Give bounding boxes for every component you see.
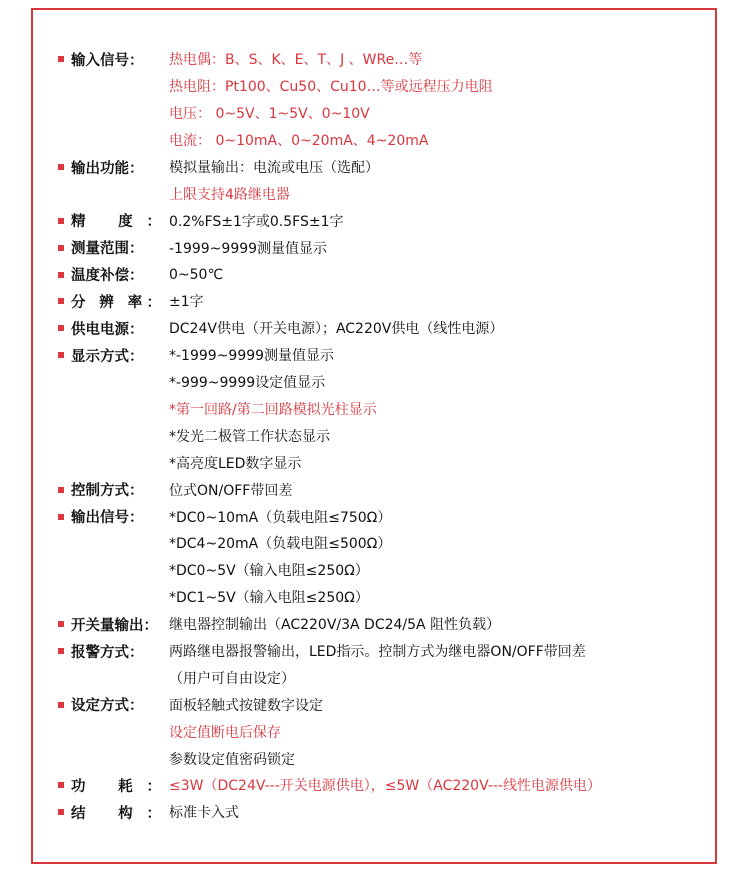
spec-row-continuation [58, 557, 718, 584]
spec-row-continuation [58, 745, 718, 772]
spec-label: 显示方式： [71, 348, 144, 365]
spec-value: 继电器控制输出（AC220V/3A DC24/5A 阻性负载） [169, 617, 501, 634]
spec-value: 0.2%FS±1字或0.5FS±1字 [169, 213, 344, 230]
spec-label: 设定方式： [71, 698, 144, 715]
spec-row [58, 799, 718, 826]
bullet-square-icon [58, 487, 64, 493]
spec-row-continuation [58, 664, 718, 691]
spec-label: 分 辨 率： [71, 294, 161, 311]
spec-label: 报警方式： [71, 644, 144, 661]
spec-row-continuation [58, 127, 718, 154]
spec-value: 热电偶：B、S、K、E、T、J 、WRe…等 [169, 52, 423, 69]
spec-label: 温度补偿： [71, 268, 144, 285]
spec-row-continuation [58, 584, 718, 611]
bullet-square-icon [58, 782, 64, 788]
spec-row [58, 772, 718, 799]
spec-value: 位式ON/OFF带回差 [169, 482, 293, 499]
bullet-square-icon [58, 56, 64, 62]
spec-row-continuation [58, 73, 718, 100]
spec-list [58, 46, 718, 826]
spec-label: 功 耗： [71, 778, 161, 795]
spec-value: DC24V供电（开关电源）；AC220V供电（线性电源） [169, 321, 504, 338]
spec-row [58, 234, 718, 261]
spec-value: （用户可自由设定） [169, 670, 295, 687]
spec-value: *发光二极管工作状态显示 [169, 428, 330, 445]
spec-value: ≤3W（DC24V---开关电源供电），≤5W（AC220V---线性电源供电） [169, 778, 601, 795]
spec-row-continuation [58, 718, 718, 745]
spec-value: *DC1~5V（输入电阻≤250Ω） [169, 590, 369, 607]
spec-value: 标准卡入式 [169, 805, 239, 822]
bullet-square-icon [58, 245, 64, 251]
spec-row-continuation [58, 396, 718, 423]
bullet-square-icon [58, 298, 64, 304]
spec-row [58, 476, 718, 503]
spec-label: 供电电源： [71, 321, 144, 338]
bullet-square-icon [58, 218, 64, 224]
spec-label: 精 度： [71, 214, 161, 231]
bullet-square-icon [58, 809, 64, 815]
spec-label: 测量范围： [71, 241, 144, 258]
spec-value: *DC0~5V（输入电阻≤250Ω） [169, 563, 369, 580]
spec-row-continuation [58, 530, 718, 557]
spec-label: 控制方式： [71, 483, 144, 500]
spec-row-continuation [58, 369, 718, 396]
bullet-square-icon [58, 352, 64, 358]
spec-value: 模拟量输出：电流或电压（选配） [169, 160, 379, 176]
spec-label: 开关量输出： [71, 617, 158, 634]
spec-value: 电压： 0~5V、1~5V、0~10V [169, 106, 370, 123]
spec-row-continuation [58, 449, 718, 476]
bullet-square-icon [58, 702, 64, 708]
spec-row [58, 638, 718, 665]
spec-value: 上限支持4路继电器 [169, 186, 290, 203]
spec-row [58, 154, 718, 181]
spec-value: *-999~9999设定值显示 [169, 375, 326, 392]
spec-row [58, 611, 718, 638]
spec-label: 输出信号： [71, 510, 144, 527]
spec-value: *DC4~20mA（负载电阻≤500Ω） [169, 536, 392, 553]
spec-value: -1999~9999测量值显示 [169, 240, 328, 257]
spec-row [58, 46, 718, 73]
spec-value: 面板轻触式按键数字设定 [169, 697, 323, 714]
spec-row [58, 207, 718, 234]
spec-row [58, 261, 718, 288]
spec-row [58, 288, 718, 315]
spec-value: *-1999~9999测量值显示 [169, 348, 335, 365]
spec-label: 输出功能： [71, 160, 144, 177]
spec-row [58, 315, 718, 342]
spec-value: *高亮度LED数字显示 [169, 455, 302, 472]
spec-value: 热电阻：Pt100、Cu50、Cu10…等或远程压力电阻 [169, 79, 493, 96]
spec-row [58, 342, 718, 369]
spec-row [58, 503, 718, 530]
spec-row [58, 691, 718, 718]
spec-row-continuation [58, 422, 718, 449]
spec-value: ±1字 [169, 294, 204, 311]
bullet-square-icon [58, 648, 64, 654]
bullet-square-icon [58, 272, 64, 278]
spec-label: 结 构： [71, 805, 161, 822]
spec-value: 0~50℃ [169, 266, 224, 283]
spec-value: *第一回路/第二回路模拟光柱显示 [169, 402, 377, 419]
spec-value: 两路继电器报警输出，LED指示。控制方式为继电器ON/OFF带回差 [169, 644, 586, 661]
bullet-square-icon [58, 621, 64, 627]
spec-value: *DC0~10mA（负载电阻≤750Ω） [169, 509, 392, 526]
bullet-square-icon [58, 164, 64, 170]
spec-row-continuation [58, 100, 718, 127]
bullet-square-icon [58, 325, 64, 331]
spec-value: 电流： 0~10mA、0~20mA、4~20mA [169, 133, 429, 150]
spec-value: 参数设定值密码锁定 [169, 751, 295, 768]
bullet-square-icon [58, 514, 64, 520]
spec-label: 输入信号： [71, 52, 144, 69]
spec-value: 设定值断电后保存 [169, 724, 281, 741]
spec-row-continuation [58, 180, 718, 207]
